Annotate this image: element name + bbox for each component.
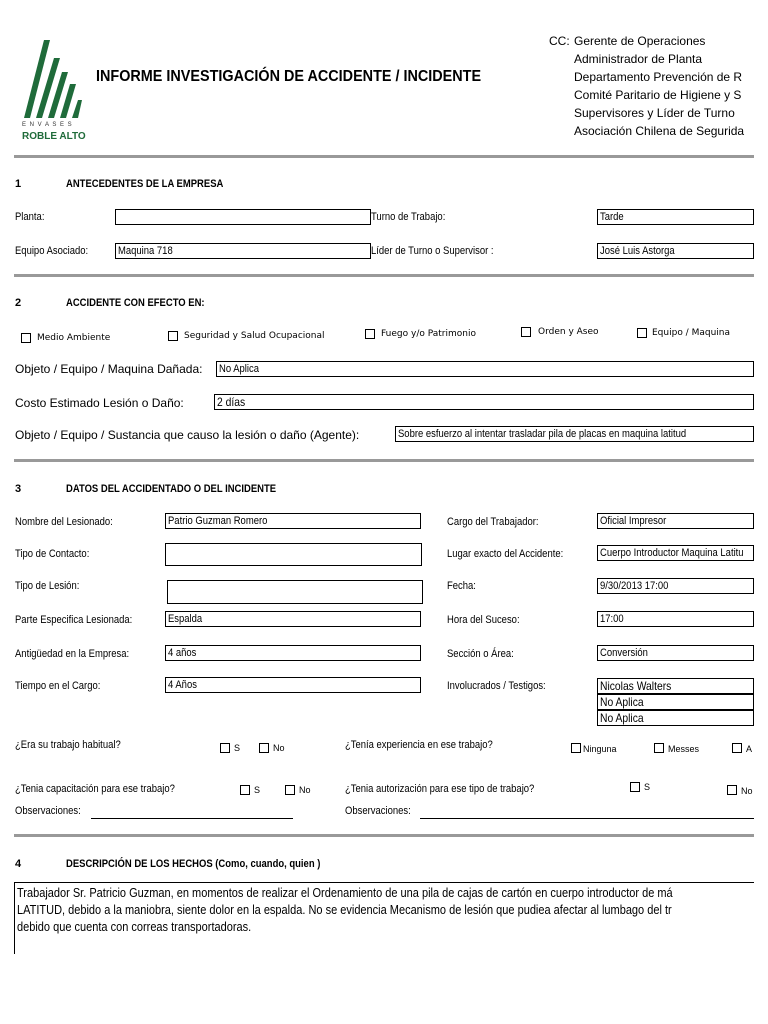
capacitacion-no-checkbox[interactable] — [285, 785, 295, 795]
cc-recipient: Gerente de Operaciones — [574, 34, 706, 48]
checkbox-label: Fuego y/o Patrimonio — [381, 329, 476, 339]
option-label: S — [234, 743, 241, 753]
brand-small-text: E N V A S E S — [22, 122, 73, 128]
agente-field[interactable]: Sobre esfuerzo al intentar trasladar pila de placas en maquina latitud — [395, 426, 754, 442]
checkbox-orden-aseo[interactable] — [521, 327, 531, 337]
divider — [14, 459, 754, 462]
section-title: DESCRIPCIÓN DE LOS HECHOS (Como, cuando, quien ) — [66, 858, 321, 870]
equipo-field[interactable]: Maquina 718 — [115, 243, 371, 259]
capacitacion-question: ¿Tenia capacitación para ese trabajo? — [15, 783, 175, 795]
turno-label: Turno de Trabajo: — [371, 211, 446, 223]
checkbox-medio-ambiente[interactable] — [21, 333, 31, 343]
option-label: S — [254, 785, 261, 795]
habitual-si-checkbox[interactable] — [220, 743, 230, 753]
observaciones-field[interactable] — [420, 818, 754, 819]
tiempo-label: Tiempo en el Cargo: — [15, 680, 101, 692]
option-label: Messes — [668, 744, 700, 754]
company-logo — [20, 38, 86, 142]
costo-field[interactable]: 2 días — [214, 394, 754, 410]
section-title: DATOS DEL ACCIDENTADO O DEL INCIDENTE — [66, 483, 277, 495]
option-label: S — [644, 782, 651, 792]
divider — [14, 274, 754, 277]
option-label: Ninguna — [583, 744, 617, 754]
section-number: 2 — [15, 297, 22, 309]
report-title: INFORME INVESTIGACIÓN DE ACCIDENTE / INCIDENTE — [96, 68, 482, 85]
experiencia-meses-checkbox[interactable] — [654, 743, 664, 753]
observaciones-field[interactable] — [91, 818, 293, 819]
checkbox-label: Medio Ambiente — [37, 333, 111, 343]
nombre-field[interactable]: Patrio Guzman Romero — [165, 513, 421, 529]
hora-label: Hora del Suceso: — [447, 614, 520, 626]
section-number: 4 — [15, 858, 22, 870]
contacto-field[interactable] — [165, 543, 422, 566]
section-title: ACCIDENTE CON EFECTO EN: — [66, 297, 205, 309]
contacto-label: Tipo de Contacto: — [15, 548, 90, 560]
objeto-field[interactable]: No Aplica — [216, 361, 754, 377]
experiencia-ninguna-checkbox[interactable] — [571, 743, 581, 753]
objeto-label: Objeto / Equipo / Maquina Dañada: — [15, 362, 203, 376]
capacitacion-si-checkbox[interactable] — [240, 785, 250, 795]
testigo-field[interactable]: No Aplica — [597, 710, 754, 726]
description-textarea[interactable] — [14, 882, 754, 954]
lesion-field[interactable] — [167, 580, 423, 604]
checkbox-label: Seguridad y Salud Ocupacional — [184, 331, 325, 341]
seccion-field[interactable]: Conversión — [597, 645, 754, 661]
hora-field[interactable]: 17:00 — [597, 611, 754, 627]
seccion-label: Sección o Área: — [447, 648, 514, 660]
testigo-field[interactable]: Nicolas Walters — [597, 678, 754, 694]
checkbox-label: Orden y Aseo — [538, 327, 599, 337]
nombre-label: Nombre del Lesionado: — [15, 516, 113, 528]
cargo-label: Cargo del Trabajador: — [447, 516, 539, 528]
agente-label: Objeto / Equipo / Sustancia que causo la lesión o daño (Agente): — [15, 428, 360, 442]
lider-label: Líder de Turno o Supervisor : — [371, 245, 494, 257]
option-label: No — [741, 786, 753, 796]
parte-field[interactable]: Espalda — [165, 611, 421, 627]
divider — [14, 834, 754, 837]
checkbox-seguridad-salud[interactable] — [168, 331, 178, 341]
testigo-field[interactable]: No Aplica — [597, 694, 754, 710]
observaciones-label: Observaciones: — [15, 805, 81, 817]
cc-recipients — [574, 32, 744, 140]
section-title: ANTECEDENTES DE LA EMPRESA — [66, 178, 224, 190]
antiguedad-field[interactable]: 4 años — [165, 645, 421, 661]
autorizacion-si-checkbox[interactable] — [630, 782, 640, 792]
section-number: 3 — [15, 483, 22, 495]
checkbox-fuego-patrimonio[interactable] — [365, 329, 375, 339]
option-label: No — [273, 743, 285, 753]
cc-recipient: Departamento Prevención de R — [574, 70, 743, 84]
description-line: debido que cuenta con correas transportadoras. — [17, 920, 252, 934]
involucrados-label: Involucrados / Testigos: — [447, 680, 546, 692]
divider — [14, 155, 754, 158]
lugar-label: Lugar exacto del Accidente: — [447, 548, 564, 560]
option-label: No — [299, 785, 311, 795]
habitual-question: ¿Era su trabajo habitual? — [15, 739, 121, 751]
autorizacion-question: ¿Tenia autorización para ese tipo de trabajo? — [345, 783, 535, 795]
experiencia-anos-checkbox[interactable] — [732, 743, 742, 753]
checkbox-label: Equipo / Maquina — [652, 328, 730, 338]
autorizacion-no-checkbox[interactable] — [727, 785, 737, 795]
lugar-field[interactable]: Cuerpo Introductor Maquina Latitu — [597, 545, 754, 561]
brand-name: ROBLE ALTO — [22, 131, 86, 142]
costo-label: Costo Estimado Lesión o Daño: — [15, 396, 184, 410]
section-number: 1 — [15, 178, 22, 190]
planta-label: Planta: — [15, 211, 45, 223]
checkbox-equipo-maquina[interactable] — [637, 328, 647, 338]
habitual-no-checkbox[interactable] — [259, 743, 269, 753]
turno-field[interactable]: Tarde — [597, 209, 754, 225]
description-line: LATITUD, debido a la maniobra, siente dolor en la espalda. No se evidencia Mecanismo de lesión que pudiea afectar al lumbago del tr — [17, 903, 672, 917]
cargo-field[interactable]: Oficial Impresor — [597, 513, 754, 529]
fecha-label: Fecha: — [447, 580, 476, 592]
antiguedad-label: Antigüedad en la Empresa: — [15, 648, 130, 660]
option-label: A — [746, 744, 753, 754]
cc-recipient: Asociación Chilena de Segurida — [574, 124, 745, 138]
fecha-field[interactable]: 9/30/2013 17:00 — [597, 578, 754, 594]
cc-recipient: Administrador de Planta — [574, 52, 703, 66]
roble-alto-logo-icon — [20, 38, 82, 120]
tiempo-field[interactable]: 4 Años — [165, 677, 421, 693]
observaciones-label: Observaciones: — [345, 805, 411, 817]
parte-label: Parte Especifica Lesionada: — [15, 614, 133, 626]
cc-recipient: Comité Paritario de Higiene y S — [574, 88, 742, 102]
experiencia-question: ¿Tenía experiencia en ese trabajo? — [345, 739, 493, 751]
lesion-label: Tipo de Lesión: — [15, 580, 80, 592]
lider-field[interactable]: José Luis Astorga — [597, 243, 754, 259]
cc-label: CC: — [549, 34, 570, 48]
cc-recipient: Supervisores y Líder de Turno — [574, 106, 735, 120]
equipo-label: Equipo Asociado: — [15, 245, 89, 257]
description-line: Trabajador Sr. Patricio Guzman, en momentos de realizar el Ordenamiento de una pila de cajas de cartón en cuerpo introductor de má — [17, 886, 673, 900]
planta-field[interactable] — [115, 209, 371, 225]
